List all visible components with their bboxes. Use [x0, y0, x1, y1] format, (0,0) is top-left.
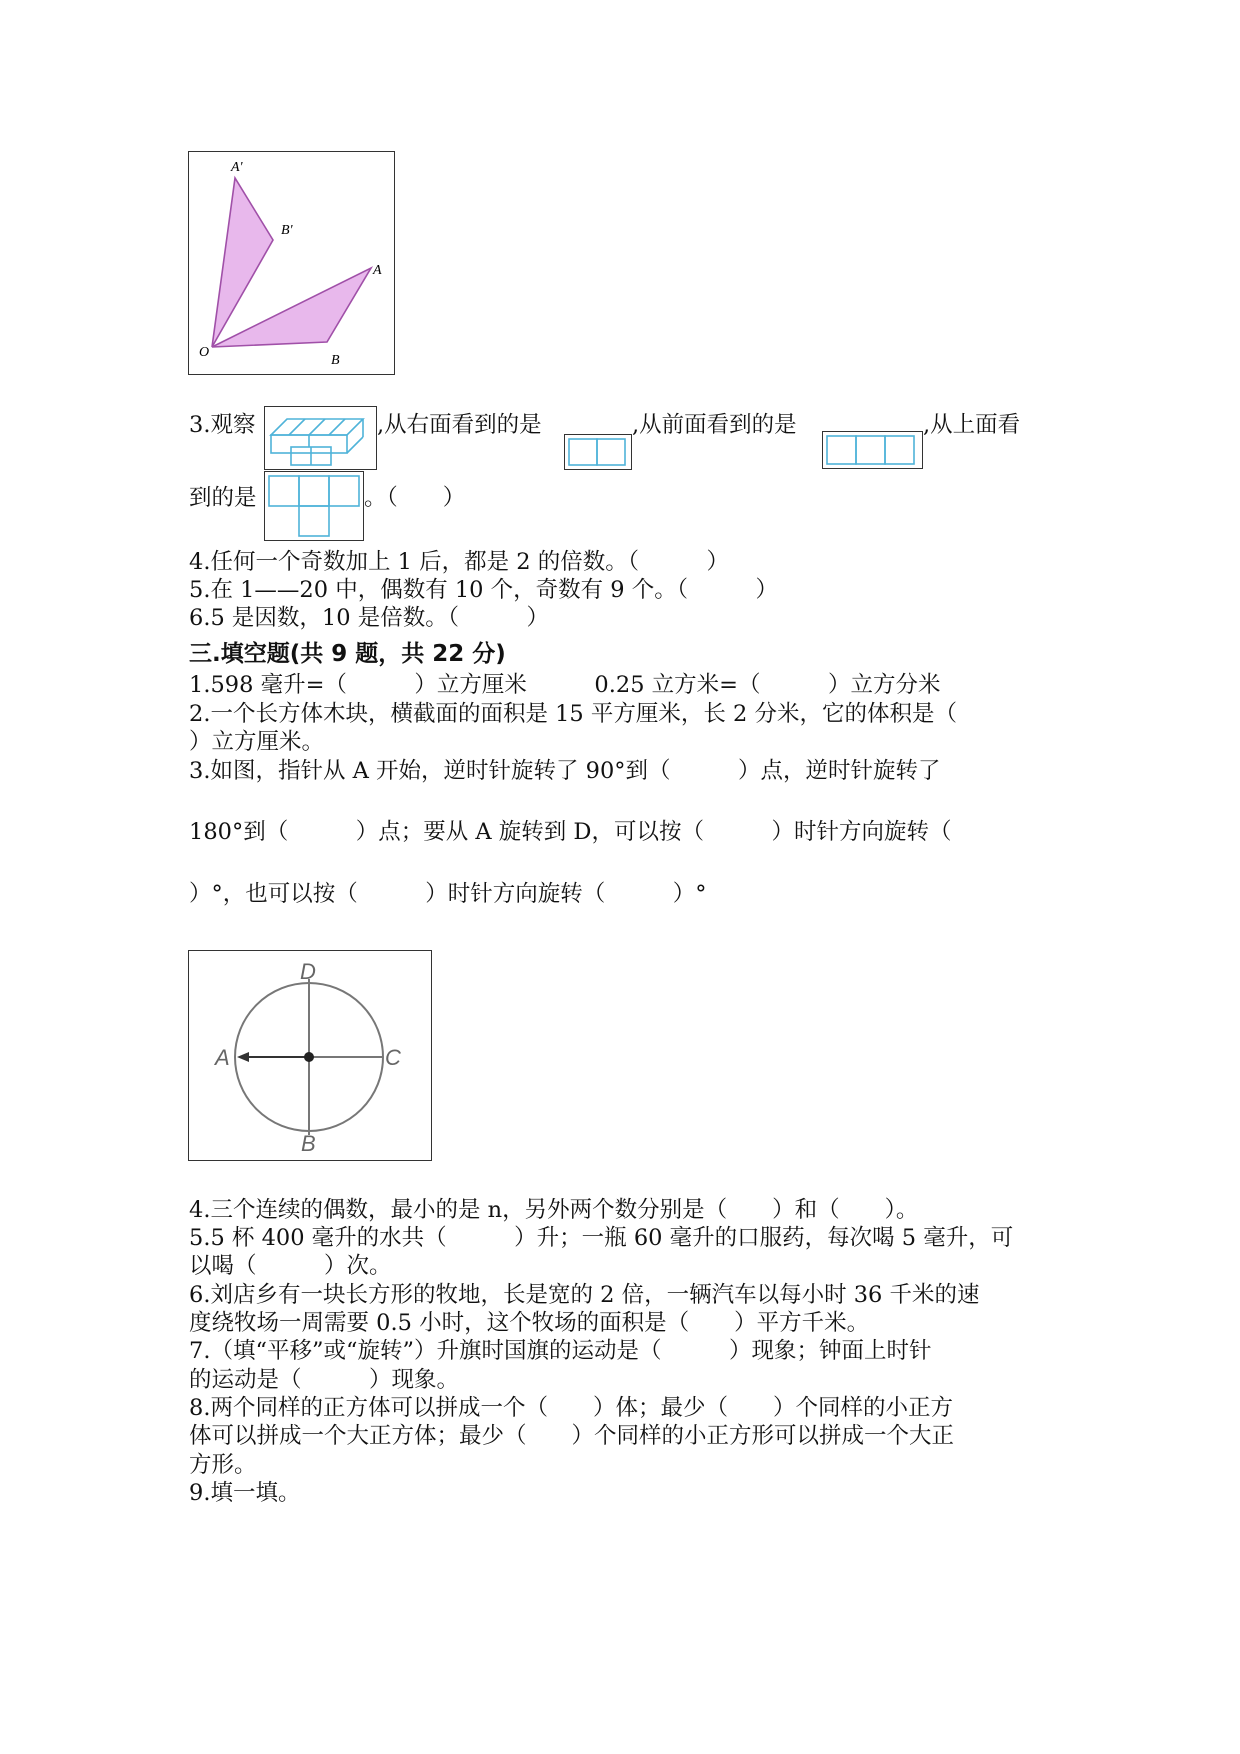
- right-view-figure: [564, 434, 632, 470]
- rotation-triangles-diagram: [189, 152, 394, 374]
- label-c: C: [385, 1045, 401, 1070]
- right-view-icon: [565, 435, 631, 469]
- fill-q8-line1: 8.两个同样的正方体可以拼成一个（ ）体；最少（ ）个同样的小正方: [189, 1395, 953, 1421]
- judge-q6: 6.5 是因数，10 是倍数。（ ）: [189, 605, 549, 631]
- cube-stack-icon: [265, 407, 376, 469]
- fill-q4: 4.三个连续的偶数，最小的是 n，另外两个数分别是（ ）和（ ）。: [189, 1197, 919, 1223]
- fill-q5-line1: 5.5 杯 400 毫升的水共（ ）升；一瓶 60 毫升的口服药，每次喝 5 毫升，可: [189, 1225, 1014, 1251]
- front-view-figure: [822, 431, 923, 469]
- rotation-circle-diagram: [189, 951, 431, 1160]
- judge-q3-right-text: ,从右面看到的是: [377, 412, 542, 438]
- judge-q3-front-text: ,从前面看到的是: [632, 412, 797, 438]
- label-o: O: [199, 345, 210, 360]
- judge-q3-answer: 。（ ）: [364, 485, 466, 511]
- top-view-figure: [264, 471, 364, 541]
- judge-q3-top-text-b: 到的是: [189, 485, 257, 511]
- judge-q4: 4.任何一个奇数加上 1 后，都是 2 的倍数。（ ）: [189, 549, 729, 575]
- fill-q5-line2: 以喝（ ）次。: [189, 1253, 392, 1279]
- rotation-circle-figure: [188, 950, 432, 1161]
- fill-q2-line1: 2.一个长方体木块，横截面的面积是 15 平方厘米，长 2 分米，它的体积是（: [189, 701, 958, 727]
- rotation-figure: [188, 151, 395, 375]
- fill-q1: 1.598 毫升=（ ）立方厘米 0.25 立方米=（ ）立方分米: [189, 672, 941, 698]
- fill-q3-line3: ）°，也可以按（ ）时针方向旋转（ ）°: [189, 881, 707, 907]
- fill-q9: 9.填一填。: [189, 1480, 301, 1506]
- label-b-prime: B': [281, 223, 293, 238]
- top-view-icon: [265, 472, 363, 540]
- fill-q3-line1: 3.如图，指针从 A 开始，逆时针旋转了 90°到（ ）点，逆时针旋转了: [189, 758, 941, 784]
- label-d: D: [300, 959, 316, 984]
- fill-q8-line2: 体可以拼成一个大正方体；最少（ ）个同样的小正方形可以拼成一个大正: [189, 1423, 955, 1449]
- label-a: A: [373, 263, 382, 278]
- section-heading: 三.填空题(共 9 题，共 22 分): [189, 641, 506, 667]
- fill-q2-line2: ）立方厘米。: [189, 729, 325, 755]
- cube-stack-figure: [264, 406, 377, 470]
- fill-q7-line1: 7.（填“平移”或“旋转”）升旗时国旗的运动是（ ）现象；钟面上时针: [189, 1338, 932, 1364]
- label-a-prime: A': [231, 160, 243, 175]
- fill-q3-line2: 180°到（ ）点；要从 A 旋转到 D，可以按（ ）时针方向旋转（: [189, 819, 952, 845]
- label-b: B: [331, 353, 340, 368]
- judge-q3-top-text-a: ,从上面看: [923, 412, 1021, 438]
- label-b: B: [301, 1131, 316, 1156]
- fill-q6-line2: 度绕牧场一周需要 0.5 小时，这个牧场的面积是（ ）平方千米。: [189, 1310, 870, 1336]
- fill-q8-line3: 方形。: [189, 1452, 257, 1478]
- judge-q3-prefix: 3.观察: [189, 412, 256, 438]
- front-view-icon: [823, 432, 922, 468]
- judge-q5: 5.在 1——20 中，偶数有 10 个，奇数有 9 个。（ ）: [189, 577, 779, 603]
- label-a: A: [215, 1045, 230, 1070]
- fill-q7-line2: 的运动是（ ）现象。: [189, 1367, 460, 1393]
- fill-q6-line1: 6.刘店乡有一块长方形的牧地，长是宽的 2 倍，一辆汽车以每小时 36 千米的速: [189, 1282, 980, 1308]
